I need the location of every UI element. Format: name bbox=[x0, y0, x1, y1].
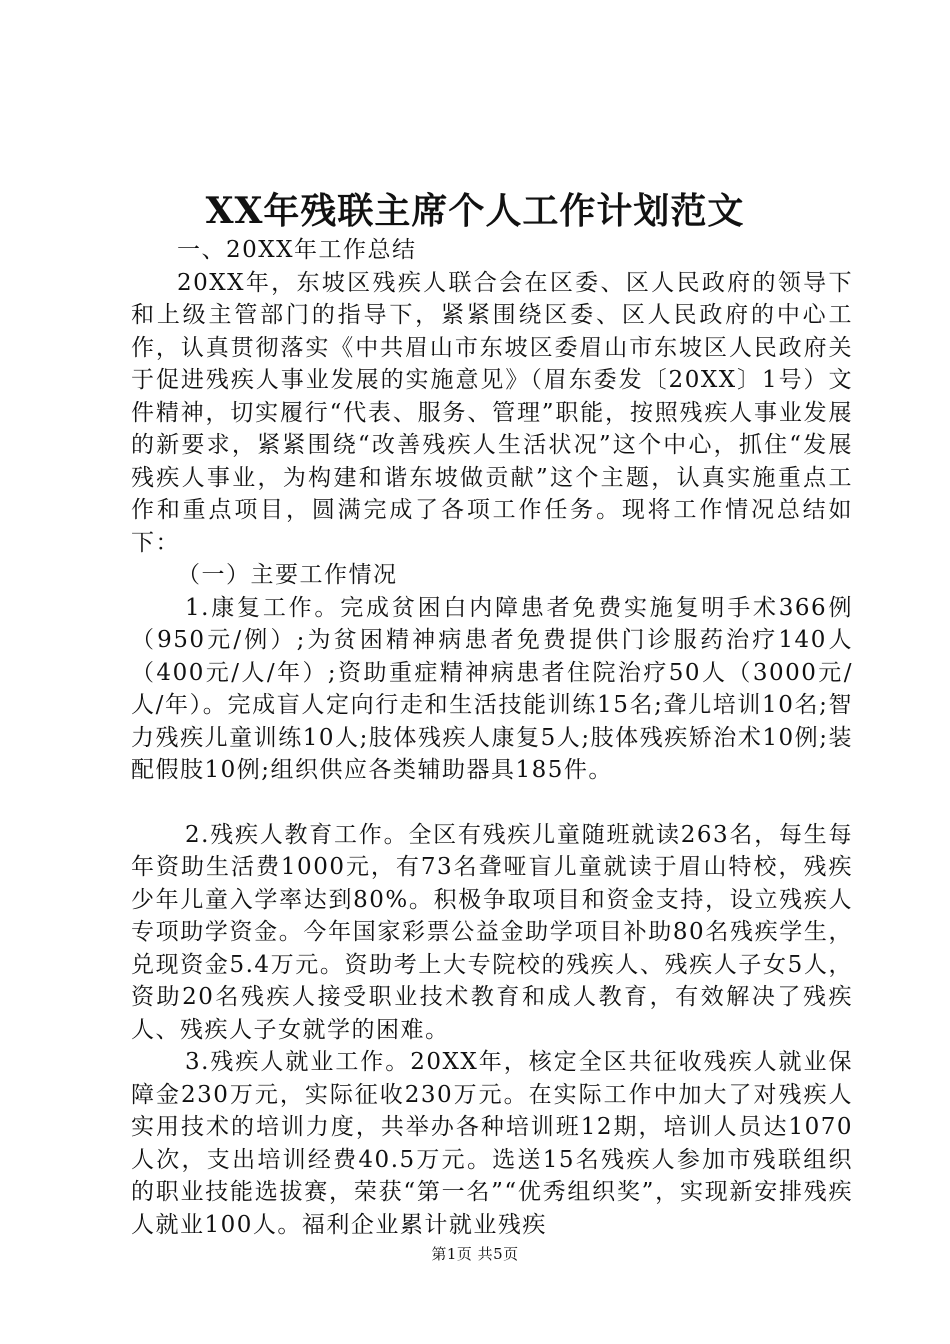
document-title: XX年残联主席个人工作计划范文 bbox=[205, 190, 745, 232]
subsection-heading: （一）主要工作情况 bbox=[177, 562, 398, 588]
intro-paragraph: 20XX年，东坡区残疾人联合会在区委、区人民政府的领导下和上级主管部门的指导下，紧紧围绕区委、区人民政府的中心工作，认真贯彻落实《中共眉山市东坡区委眉山市东坡区人民政府关于促进残疾人事业发展的实施意见》（眉东委发〔20XX〕1号）文件精神，切实履行“代表、服务、管理”职能，按照残疾人事业发展的新要求，紧紧围绕“改善残疾人生活状况”这个中心，抓住“发展残疾人事业，为构建和谐东坡做贡献”这个主题，认真实施重点工作和重点项目，圆满完成了各项工作任务。现将工作情况总结如下： bbox=[131, 269, 853, 556]
item-employment: 3.残疾人就业工作。20XX年，核定全区共征收残疾人就业保障金230万元，实际征收230万元。在实际工作中加大了对残疾人实用技术的培训力度，共举办各种培训班12期，培训人员达1070人次，支出培训经费40.5万元。选送15名残疾人参加市残联组织的职业技能选拔赛，荣获“第一名”“优秀组织奖”，实现新安排残疾人就业100人。福利企业累计就业残疾 bbox=[131, 1049, 853, 1238]
item-education: 2.残疾人教育工作。全区有残疾儿童随班就读263名，每生每年资助生活费1000元，有73名聋哑盲儿童就读于眉山特校，残疾少年儿童入学率达到80%。积极争取项目和资金支持，设立残疾人专项助学资金。今年国家彩票公益金助学项目补助80名残疾学生，兑现资金5.4万元。资助考上大专院校的残疾人、残疾人子女5人，资助20名残疾人接受职业技术教育和成人教育，有效解决了残疾人、残疾人子女就学的困难。 bbox=[131, 821, 853, 1043]
page-footer: 第1页 共5页 bbox=[431, 1245, 519, 1263]
section-heading: 一、20XX年工作总结 bbox=[177, 237, 417, 263]
item-rehabilitation: 1.康复工作。完成贫困白内障患者免费实施复明手术366例（950元/例）;为贫困精神病患者免费提供门诊服药治疗140人（400元/人/年）;资助重症精神病患者住院治疗50人（3000元/人/年）。完成盲人定向行走和生活技能训练15名;聋儿培训10名;智力残疾儿童训练10人;肢体残疾人康复5人;肢体残疾矫治术10例;装配假肢10例;组织供应各类辅助器具185件。 bbox=[131, 594, 853, 783]
document-body bbox=[131, 234, 853, 1241]
paragraph-gap bbox=[131, 787, 853, 819]
